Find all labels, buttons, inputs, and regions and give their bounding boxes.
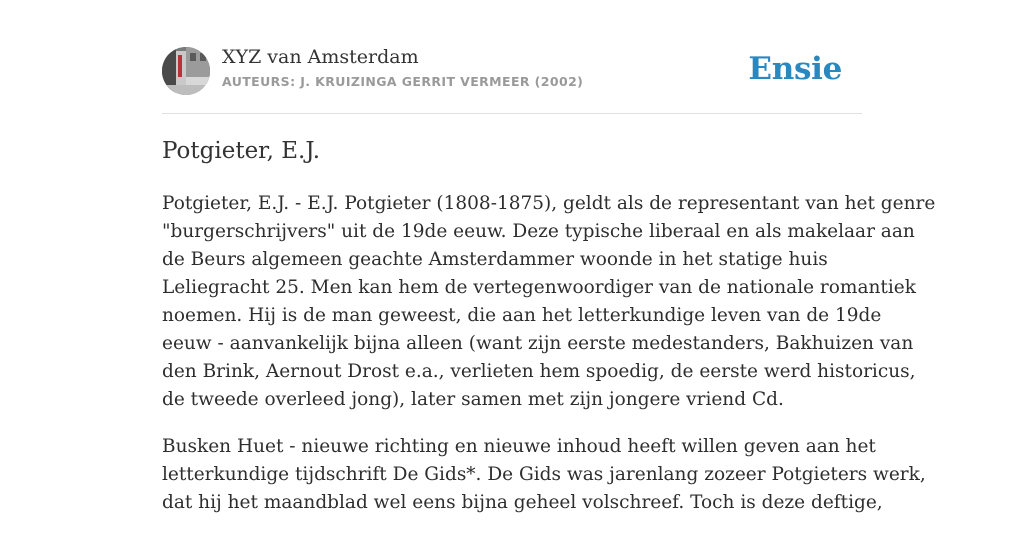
text-line: noemen. Hij is de man geweest, die aan het letterkundige leven van de 19de — [162, 305, 882, 326]
text-line: dat hij het maandblad wel eens bijna geheel volschreef. Toch is deze deftige, — [162, 492, 883, 513]
text-line: Leliegracht 25. Men kan hem de vertegenwoordiger van de nationale romantiek — [162, 277, 916, 298]
ensie-logo[interactable]: Ensie — [748, 51, 842, 87]
entry-content — [162, 190, 936, 536]
entry-title: Potgieter, E.J. — [162, 138, 321, 164]
text-line: Busken Huet - nieuwe richting en nieuwe inhoud heeft willen geven aan het — [162, 436, 876, 457]
paragraph — [162, 190, 936, 414]
text-line: den Brink, Aernout Drost e.a., verlieten hem spoedig, de eerste werd historicus, — [162, 361, 916, 382]
text-line: de tweede overleed jong), later samen met zijn jongere vriend Cd. — [162, 389, 784, 410]
text-line: "burgerschrijvers" uit de 19de eeuw. Deze typische liberaal en als makelaar aan — [162, 221, 915, 242]
book-authors: AUTEURS: J. KRUIZINGA GERRIT VERMEER (2002) — [222, 74, 584, 89]
text-line: letterkundige tijdschrift De Gids*. De Gids was jarenlang zozeer Potgieters werk, — [162, 464, 926, 485]
header — [162, 46, 862, 96]
text-line: de Beurs algemeen geachte Amsterdammer woonde in het statige huis — [162, 249, 828, 270]
book-cover-thumbnail-icon[interactable] — [162, 47, 210, 95]
paragraph — [162, 433, 926, 517]
header-divider — [162, 113, 862, 114]
text-line: eeuw - aanvankelijk bijna alleen (want zijn eerste medestanders, Bakhuizen van — [162, 333, 914, 354]
book-title[interactable]: XYZ van Amsterdam — [222, 46, 419, 68]
text-line: Potgieter, E.J. - E.J. Potgieter (1808-1875), geldt als de representant van het genre — [162, 193, 936, 214]
